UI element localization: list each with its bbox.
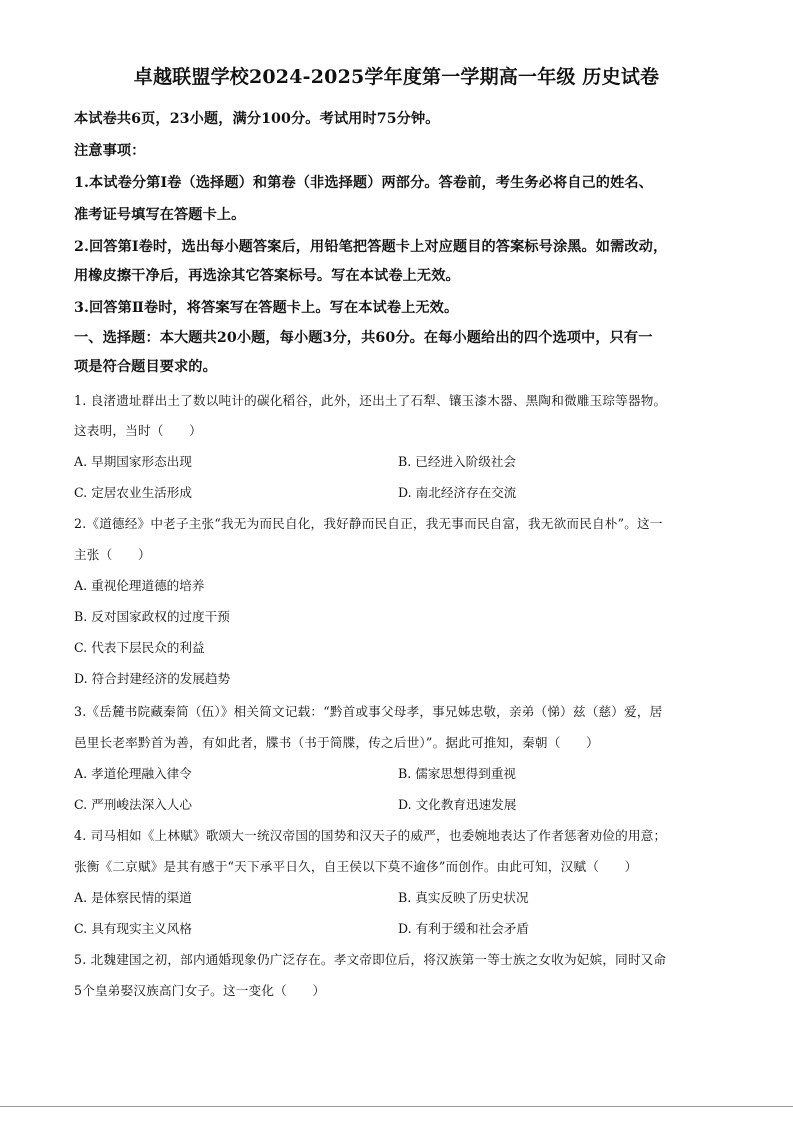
notice-item-1-line-2: 准考证号填写在答题卡上。 <box>74 207 246 223</box>
section-heading-line-1: 一、选择题：本大题共20小题，每小题3分，共60分。在每小题给出的四个选项中，只有一 <box>74 330 653 346</box>
notice-item-3: 3.回答第Ⅱ卷时，将答案写在答题卡上。写在本试卷上无效。 <box>74 300 459 316</box>
question-1-stem-line-1: 1. 良渚遗址群出土了数以吨计的碳化稻谷，此外，还出土了石犁、镶玉漆木器、黑陶和微雕玉琮等器物。 <box>74 393 667 408</box>
question-3-option-a: A. 孝道伦理融入律令 <box>74 766 192 781</box>
question-2-stem-line-2: 主张（ ） <box>74 547 151 562</box>
exam-intro: 本试卷共6页，23小题，满分100分。考试用时75分钟。 <box>74 111 440 127</box>
question-4-stem-line-1: 4. 司马相如《上林赋》歌颂大一统汉帝国的国势和汉天子的威严，也委婉地表达了作者惩奢劝俭的用意； <box>74 828 667 843</box>
question-4-option-c: C. 具有现实主义风格 <box>74 921 192 936</box>
question-5-stem-line-1: 5. 北魏建国之初，部内通婚现象仍广泛存在。孝文帝即位后，将汉族第一等士族之女收为妃嫔，同时又命 <box>74 952 667 967</box>
question-5-stem-line-2: 5个皇弟娶汉族高门女子。这一变化（ ） <box>74 983 326 998</box>
page-title: 卓越联盟学校2024-2025学年度第一学期高一年级 历史试卷 <box>133 66 660 88</box>
notice-item-2-line-1: 2.回答第Ⅰ卷时，选出每小题答案后，用铅笔把答题卡上对应题目的答案标号涂黑。如需改动， <box>74 239 668 255</box>
question-3-stem-line-2: 邑里长老率黔首为善，有如此者，牒书（书于简牒，传之后世）”。据此可推知，秦朝（ ） <box>74 735 599 750</box>
question-1-option-b: B. 已经进入阶级社会 <box>398 454 517 469</box>
notice-item-2-line-2: 用橡皮擦干净后，再选涂其它答案标号。写在本试卷上无效。 <box>74 268 460 284</box>
question-4-option-d: D. 有利于缓和社会矛盾 <box>398 921 529 936</box>
notice-item-1-line-1: 1.本试卷分第Ⅰ卷（选择题）和第卷（非选择题）两部分。答卷前，考生务必将自己的姓名、 <box>74 175 653 191</box>
question-2-option-c: C. 代表下层民众的利益 <box>74 640 205 655</box>
question-2-option-b: B. 反对国家政权的过度干预 <box>74 609 230 624</box>
question-3-stem-line-1: 3.《岳麓书院藏秦简（伍）》相关简文记载：“黔首或事父母孝，事兄姊忠敬，亲弟（悌）兹（慈）爱，居 <box>74 704 663 719</box>
question-4-stem-line-2: 张衡《二京赋》是其有感于“天下承平日久，自王侯以下莫不逾侈”而创作。由此可知，汉赋（ ） <box>74 859 638 874</box>
notice-heading: 注意事项： <box>74 143 146 159</box>
page-bottom-rule <box>0 1106 793 1107</box>
question-4-option-b: B. 真实反映了历史状况 <box>398 890 529 905</box>
question-3-option-d: D. 文化教育迅速发展 <box>398 797 517 812</box>
question-1-option-c: C. 定居农业生活形成 <box>74 485 192 500</box>
question-3-option-b: B. 儒家思想得到重视 <box>398 766 517 781</box>
question-4-option-a: A. 是体察民情的渠道 <box>74 890 192 905</box>
question-1-stem-line-2: 这表明，当时（ ） <box>74 423 202 438</box>
question-2-option-a: A. 重视伦理道德的培养 <box>74 578 205 593</box>
question-1-option-a: A. 早期国家形态出现 <box>74 454 192 469</box>
section-heading-line-2: 项是符合题目要求的。 <box>74 359 217 375</box>
question-2-stem-line-1: 2.《道德经》中老子主张“我无为而民自化，我好静而民自正，我无事而民自富，我无欲而民自朴”。这一 <box>74 516 663 531</box>
question-2-option-d: D. 符合封建经济的发展趋势 <box>74 671 231 686</box>
question-1-option-d: D. 南北经济存在交流 <box>398 485 517 500</box>
question-3-option-c: C. 严刑峻法深入人心 <box>74 797 192 812</box>
